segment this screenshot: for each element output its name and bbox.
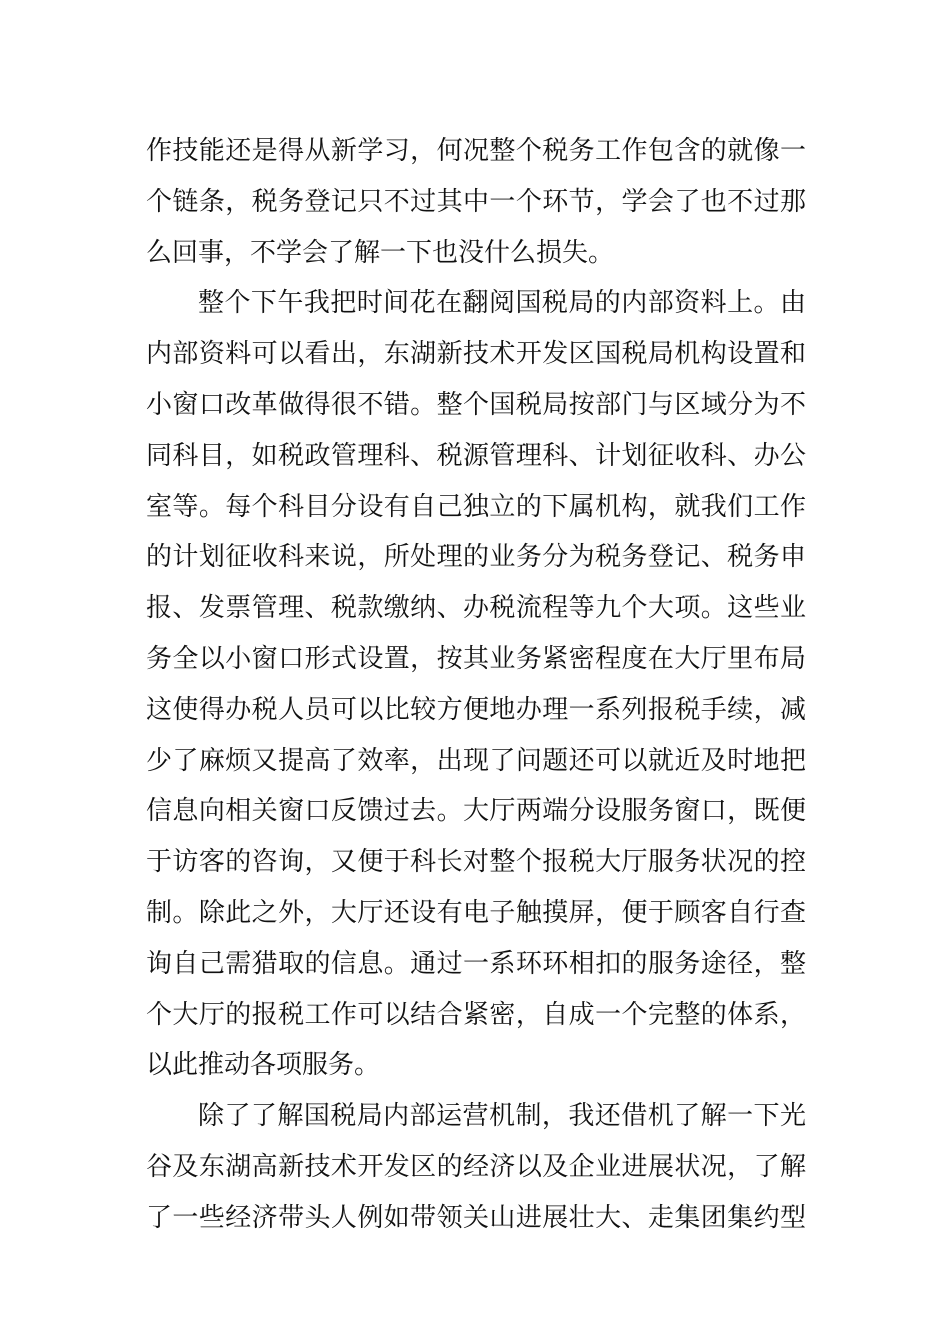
text-line: 个大厅的报税工作可以结合紧密，自成一个完整的体系，: [146, 999, 806, 1030]
text-line: 制。除此之外，大厅还设有电子触摸屏，便于顾客自行查: [146, 897, 806, 928]
text-line: 谷及东湖高新技术开发区的经济以及企业进展状况，了解: [146, 1151, 806, 1182]
text-line: 除了了解国税局内部运营机制，我还借机了解一下光: [198, 1101, 806, 1132]
text-line: 小窗口改革做得很不错。整个国税局按部门与区域分为不: [146, 389, 806, 420]
text-line: 的计划征收科来说，所处理的业务分为税务登记、税务申: [146, 542, 806, 573]
text-line: 这使得办税人员可以比较方便地办理一系列报税手续，减: [146, 694, 806, 725]
text-line: 信息向相关窗口反馈过去。大厅两端分设服务窗口，既便: [146, 796, 806, 827]
text-line: 于访客的咨询，又便于科长对整个报税大厅服务状况的控: [146, 847, 806, 878]
text-line: 整个下午我把时间花在翻阅国税局的内部资料上。由: [198, 288, 806, 319]
text-line: 室等。每个科目分设有自己独立的下属机构，就我们工作: [146, 491, 806, 522]
text-line: 以此推动各项服务。: [146, 1050, 381, 1081]
text-line: 个链条，税务登记只不过其中一个环节，学会了也不过那: [146, 186, 806, 217]
text-line: 询自己需猎取的信息。通过一系环环相扣的服务途径，整: [146, 948, 806, 979]
text-line: 同科目，如税政管理科、税源管理科、计划征收科、办公: [146, 440, 806, 471]
text-line: 务全以小窗口形式设置，按其业务紧密程度在大厅里布局: [146, 643, 806, 674]
text-line: 报、发票管理、税款缴纳、办税流程等九个大项。这些业: [146, 593, 806, 624]
text-line: 么回事，不学会了解一下也没什么损失。: [146, 237, 615, 268]
text-line: 内部资料可以看出，东湖新技术开发区国税局机构设置和: [146, 339, 806, 370]
text-line: 了一些经济带头人例如带领关山进展壮大、走集团集约型: [146, 1202, 806, 1233]
text-line: 少了麻烦又提高了效率，出现了问题还可以就近及时地把: [146, 745, 806, 776]
body-text: [146, 126, 806, 1244]
text-line: 作技能还是得从新学习，何况整个税务工作包含的就像一: [146, 136, 806, 166]
